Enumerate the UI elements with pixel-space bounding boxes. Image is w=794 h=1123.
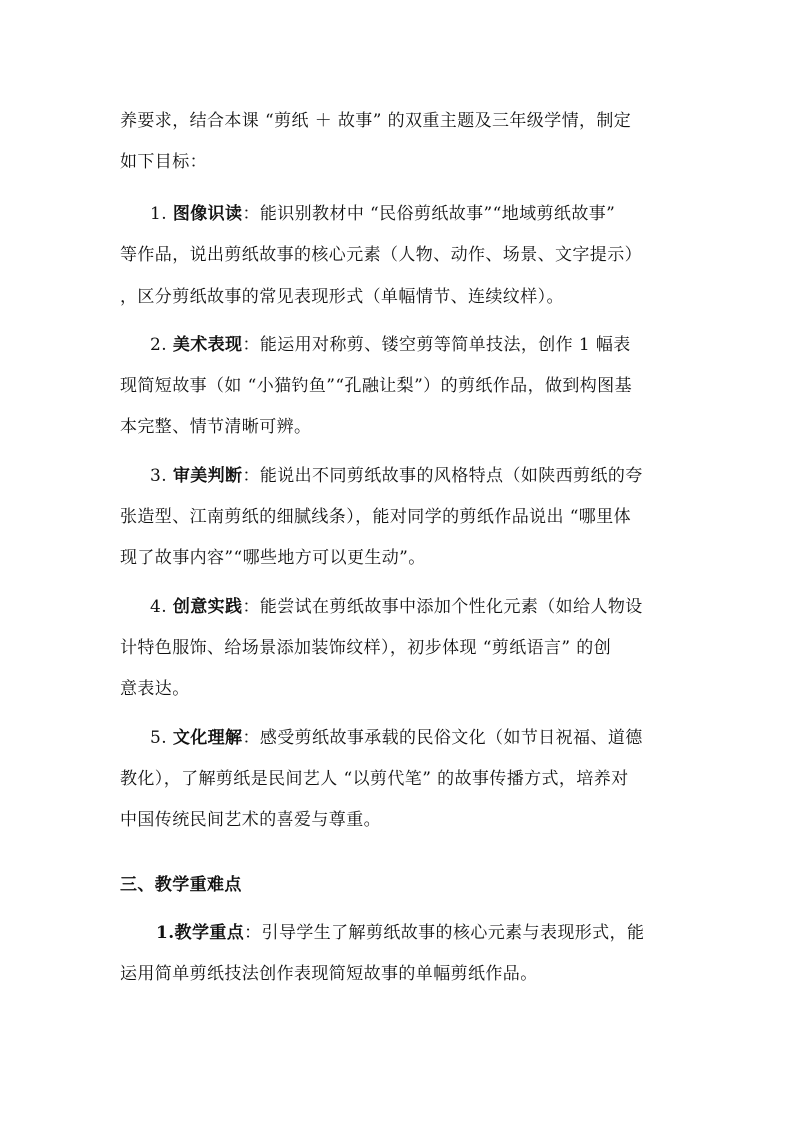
goal-3-line-1 (150, 461, 680, 486)
goal-2-line-3: 本完整、情节清晰可辨。 (120, 417, 312, 437)
goal-1-text: ：能识别教材中 “民俗剪纸故事”“地域剪纸故事” (242, 204, 616, 224)
goal-5-title: 文化理解 (172, 728, 243, 748)
goal-2-line-2: 现简短故事（如 “小猫钓鱼”“孔融让梨”）的剪纸作品，做到构图基 (120, 376, 632, 396)
key-point-title: 1.教学重点 (156, 923, 245, 943)
goal-5-line-1 (150, 723, 680, 748)
section-3-heading: 三、教学重难点 (120, 875, 242, 895)
goal-3-number: 3. (150, 466, 168, 486)
key-point-line-1 (156, 918, 680, 943)
goal-3-line-3: 现了故事内容”“哪些地方可以更生动”。 (120, 548, 426, 568)
goal-4-text: ：能尝试在剪纸故事中添加个性化元素（如给人物设 (242, 597, 643, 617)
goal-4-title: 创意实践 (172, 597, 243, 617)
goal-3-text: ：能说出不同剪纸故事的风格特点（如陕西剪纸的夸 (242, 466, 643, 486)
goal-4-line-2: 计特色服饰、给场景添加装饰纹样），初步体现 “剪纸语言” 的创 (120, 638, 612, 658)
goal-1-line-2: 等作品，说出剪纸故事的核心元素（人物、动作、场景、文字提示） (120, 245, 642, 265)
key-point-line-2: 运用简单剪纸技法创作表现简短故事的单幅剪纸作品。 (120, 964, 538, 984)
goal-2-title: 美术表现 (172, 335, 243, 355)
goal-2-line-1 (150, 330, 680, 355)
goal-4-line-3: 意表达。 (120, 679, 190, 699)
goal-5-line-3: 中国传统民间艺术的喜爱与尊重。 (120, 810, 381, 830)
goal-2-text: ：能运用对称剪、镂空剪等简单技法，创作 1 幅表 (242, 335, 631, 355)
intro-line-1: 养要求，结合本课 “剪纸 ＋ 故事” 的双重主题及三年级学情，制定 (120, 111, 632, 131)
goal-1-number: 1. (150, 204, 168, 224)
goal-2-number: 2. (150, 335, 168, 355)
goal-1-line-3: ，区分剪纸故事的常见表现形式（单幅情节、连续纹样）。 (120, 287, 564, 307)
goal-5-text: ：感受剪纸故事承载的民俗文化（如节日祝福、道德 (242, 728, 643, 748)
goal-4-line-1 (150, 592, 680, 617)
goal-3-title: 审美判断 (172, 466, 243, 486)
goal-5-number: 5. (150, 728, 168, 748)
goal-1-title: 图像识读 (172, 204, 243, 224)
goal-1-line-1 (150, 199, 680, 224)
goal-5-line-2: 教化），了解剪纸是民间艺人 “以剪代笔” 的故事传播方式，培养对 (120, 769, 629, 789)
goal-3-line-2: 张造型、江南剪纸的细腻线条），能对同学的剪纸作品说出 “哪里体 (120, 507, 631, 527)
key-point-text: ：引导学生了解剪纸故事的核心元素与表现形式，能 (244, 923, 645, 943)
intro-line-2: 如下目标： (120, 152, 207, 172)
goal-4-number: 4. (150, 597, 168, 617)
